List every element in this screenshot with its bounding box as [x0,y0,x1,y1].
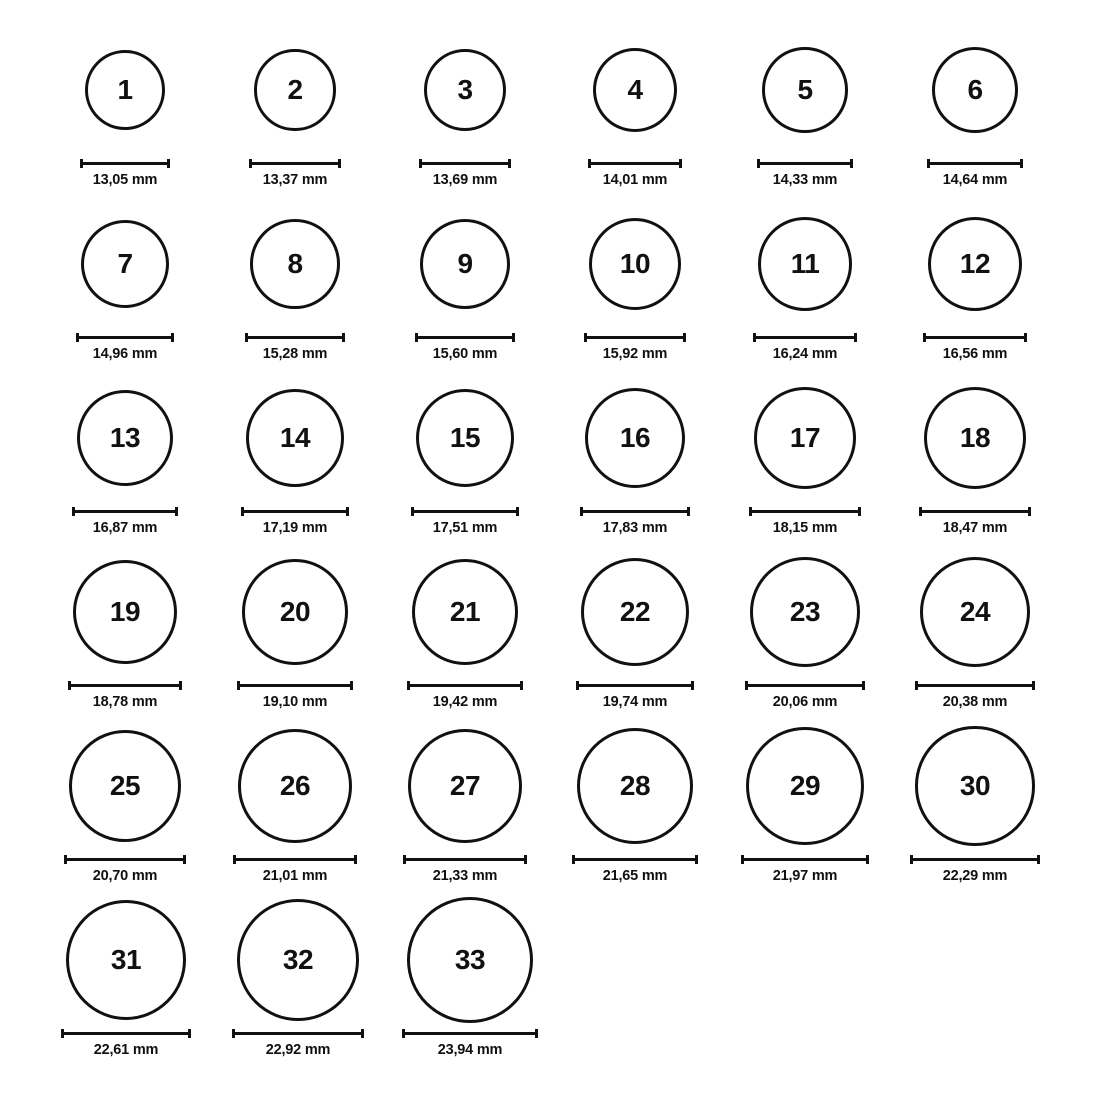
diameter-measure-bar-wrap [910,854,1039,864]
ring-size-row [40,14,1060,188]
diameter-measure-bar-wrap [927,158,1024,168]
diameter-label: 22,61 mm [93,1042,159,1058]
diameter-measure-bar [241,507,348,516]
diameter-measure-line [407,684,524,687]
ring-outline-circle [85,50,165,130]
diameter-measure-line [753,336,856,339]
diameter-measure-bar [233,855,357,864]
ring-outline-circle [581,558,689,666]
diameter-label: 18,15 mm [772,520,838,536]
diameter-label: 21,33 mm [432,868,498,884]
ring-outline-circle [77,390,173,486]
ring-outline-wrap [254,28,335,152]
ring-outline-wrap [577,724,693,848]
ring-outline-wrap [69,724,181,848]
diameter-label: 14,01 mm [602,172,668,188]
ring-size-number: 32 [282,944,314,975]
diameter-measure-bar [232,1029,364,1038]
ring-size-cell [40,188,210,362]
ring-size-number: 5 [797,74,813,105]
ring-outline-circle [915,726,1034,845]
diameter-measure-bar-wrap [232,1028,364,1038]
ring-outline-wrap [915,724,1034,848]
diameter-measure-bar-wrap [64,854,186,864]
ring-size-number: 18 [959,421,991,453]
diameter-measure-bar-wrap [923,332,1028,342]
ring-size-number: 29 [789,769,821,801]
ring-outline-wrap [928,202,1023,326]
diameter-label: 17,19 mm [262,520,328,536]
ring-size-cell [380,710,550,884]
diameter-measure-line [741,858,869,861]
ring-size-number: 16 [619,422,651,453]
diameter-measure-line [757,162,852,165]
diameter-measure-bar [915,681,1036,690]
diameter-measure-bar [741,855,869,864]
ring-size-cell [210,14,380,188]
diameter-label: 13,05 mm [92,172,158,188]
diameter-measure-bar-wrap [580,506,690,516]
ring-outline-circle [242,559,348,665]
ring-size-cell [720,362,890,536]
ring-outline-circle [416,389,515,488]
ring-size-number: 1 [117,74,133,105]
diameter-measure-line [576,684,694,687]
diameter-measure-bar [923,333,1028,342]
diameter-measure-bar [572,855,698,864]
diameter-label: 19,42 mm [432,694,498,710]
diameter-measure-bar [910,855,1039,864]
diameter-measure-bar-wrap [72,506,178,516]
diameter-measure-bar [584,333,686,342]
ring-size-cell [720,710,890,884]
ring-outline-circle [593,48,677,132]
diameter-measure-line [915,684,1036,687]
ring-size-number: 19 [109,595,141,627]
diameter-measure-bar-wrap [237,680,353,690]
ring-outline-circle [424,49,507,132]
diameter-measure-line [80,162,170,165]
diameter-measure-line [919,510,1032,513]
ring-size-cell [384,884,556,1058]
diameter-label: 16,56 mm [942,346,1008,362]
ring-size-cell [210,188,380,362]
diameter-measure-bar [403,855,528,864]
ring-outline-circle [585,388,685,488]
diameter-measure-line [76,336,174,339]
ring-size-cell [890,188,1060,362]
ring-outline-wrap [77,376,173,500]
diameter-measure-bar-wrap [753,332,856,342]
ring-size-number: 31 [110,944,142,975]
ring-size-cell [210,536,380,710]
ring-size-number: 6 [967,73,983,105]
ring-size-number: 30 [959,769,991,801]
ring-outline-circle [66,900,186,1020]
diameter-measure-bar-wrap [919,506,1032,516]
ring-outline-wrap [593,28,677,152]
ring-size-row [40,710,1060,884]
ring-size-number: 2 [287,74,303,105]
diameter-label: 15,60 mm [432,346,498,362]
diameter-measure-line [572,858,698,861]
ring-size-number: 7 [117,248,133,279]
ring-outline-wrap [416,376,515,500]
diameter-measure-line [249,162,340,165]
diameter-measure-bar-wrap [915,680,1036,690]
diameter-measure-bar [245,333,344,342]
ring-size-cell [720,14,890,188]
ring-size-row [40,188,1060,362]
ring-size-cell [550,14,720,188]
diameter-measure-line [241,510,348,513]
diameter-label: 20,70 mm [92,868,158,884]
ring-outline-wrap [85,28,165,152]
ring-size-cell [40,14,210,188]
diameter-label: 13,37 mm [262,172,328,188]
ring-size-cell [380,362,550,536]
diameter-measure-line [403,858,528,861]
diameter-measure-bar [72,507,178,516]
ring-size-cell [890,362,1060,536]
ring-size-number: 14 [279,421,311,453]
ring-size-cell [550,188,720,362]
diameter-label: 13,69 mm [432,172,498,188]
ring-outline-wrap [408,724,523,848]
diameter-measure-line [64,858,186,861]
diameter-measure-bar [80,159,170,168]
ring-size-cell [210,362,380,536]
diameter-label: 14,64 mm [942,172,1008,188]
ring-outline-circle [412,559,519,666]
ring-outline-wrap [746,724,864,848]
diameter-measure-bar-wrap [249,158,340,168]
diameter-measure-bar-wrap [76,332,174,342]
ring-size-cell [40,884,212,1058]
ring-size-number: 10 [619,247,651,279]
diameter-measure-bar-wrap [576,680,694,690]
diameter-measure-bar-wrap [572,854,698,864]
diameter-measure-bar-wrap [419,158,512,168]
diameter-measure-bar-wrap [757,158,852,168]
ring-size-cell [380,536,550,710]
ring-size-number: 9 [457,247,473,279]
diameter-measure-line [419,162,512,165]
ring-size-cell [380,14,550,188]
diameter-label: 17,83 mm [602,520,668,536]
ring-outline-wrap [589,202,681,326]
diameter-label: 18,47 mm [942,520,1008,536]
ring-size-row [40,536,1060,710]
diameter-measure-bar [415,333,516,342]
diameter-label: 22,92 mm [265,1042,331,1058]
ring-outline-circle [932,47,1019,134]
ring-size-number: 3 [457,73,473,105]
ring-outline-circle [237,899,359,1021]
ring-size-number: 8 [287,248,303,279]
ring-outline-circle [420,219,511,310]
ring-outline-wrap [754,376,856,500]
ring-size-number: 26 [279,769,311,801]
diameter-label: 20,06 mm [772,694,838,710]
ring-size-number: 25 [109,770,141,801]
ring-outline-circle [589,218,681,310]
ring-size-cell [40,362,210,536]
ring-size-number: 22 [619,596,651,627]
ring-size-cell [550,536,720,710]
ring-outline-circle [924,387,1027,490]
ring-outline-circle [408,729,523,844]
diameter-label: 16,87 mm [92,520,158,536]
ring-outline-wrap [250,202,339,326]
ring-size-number: 15 [449,421,481,453]
ring-size-number: 12 [959,248,991,279]
ring-outline-circle [758,217,851,310]
diameter-measure-bar-wrap [411,506,520,516]
diameter-measure-line [61,1032,191,1035]
diameter-measure-bar [757,159,852,168]
diameter-label: 19,74 mm [602,694,668,710]
ring-size-number: 27 [449,770,481,801]
ring-outline-wrap [81,202,169,326]
ring-outline-wrap [66,898,186,1022]
ring-outline-circle [254,49,335,130]
diameter-measure-bar [411,507,520,516]
diameter-measure-bar-wrap [61,1028,191,1038]
diameter-measure-line [233,858,357,861]
ring-size-cell [550,362,720,536]
diameter-measure-line [588,162,682,165]
ring-size-row [40,362,1060,536]
diameter-measure-line [927,162,1024,165]
ring-outline-circle [577,728,693,844]
diameter-measure-line [68,684,182,687]
diameter-measure-bar [419,159,512,168]
diameter-measure-line [745,684,865,687]
ring-size-number: 13 [109,422,141,453]
ring-outline-wrap [420,202,511,326]
diameter-label: 14,33 mm [772,172,838,188]
ring-outline-circle [754,387,856,489]
diameter-measure-bar-wrap [80,158,170,168]
diameter-label: 22,29 mm [942,868,1008,884]
ring-outline-wrap [585,376,685,500]
diameter-measure-bar-wrap [403,854,528,864]
ring-size-number: 21 [449,596,481,627]
diameter-measure-line [237,684,353,687]
ring-outline-wrap [932,28,1019,152]
ring-outline-circle [746,727,864,845]
diameter-measure-bar-wrap [245,332,344,342]
ring-size-number: 33 [454,944,486,975]
diameter-label: 23,94 mm [437,1042,503,1058]
diameter-measure-bar [64,855,186,864]
diameter-measure-line [245,336,344,339]
diameter-measure-bar-wrap [588,158,682,168]
ring-outline-wrap [581,550,689,674]
diameter-measure-bar [588,159,682,168]
ring-size-cell [40,710,210,884]
ring-size-cell [380,188,550,362]
ring-outline-wrap [924,376,1027,500]
ring-outline-wrap [73,550,177,674]
ring-outline-circle [81,220,169,308]
ring-outline-wrap [750,550,860,674]
diameter-measure-bar-wrap [415,332,516,342]
diameter-measure-bar-wrap [741,854,869,864]
ring-outline-circle [250,219,339,308]
diameter-measure-bar-wrap [407,680,524,690]
diameter-measure-line [402,1032,538,1035]
ring-outline-wrap [758,202,851,326]
diameter-measure-line [72,510,178,513]
ring-size-number: 23 [789,595,821,627]
diameter-measure-bar-wrap [241,506,348,516]
diameter-label: 16,24 mm [772,346,838,362]
diameter-measure-line [749,510,861,513]
ring-size-cell [40,536,210,710]
ring-outline-circle [246,389,343,486]
ring-outline-wrap [407,898,533,1022]
ring-size-cell [890,536,1060,710]
diameter-label: 21,65 mm [602,868,668,884]
diameter-measure-bar-wrap [402,1028,538,1038]
ring-outline-wrap [242,550,348,674]
ring-outline-circle [73,560,177,664]
ring-size-cell [890,710,1060,884]
ring-outline-wrap [412,550,519,674]
diameter-measure-bar [237,681,353,690]
diameter-label: 15,28 mm [262,346,328,362]
diameter-measure-bar [576,681,694,690]
diameter-measure-line [232,1032,364,1035]
diameter-measure-bar [927,159,1024,168]
ring-size-cell [720,188,890,362]
ring-outline-wrap [246,376,343,500]
diameter-label: 21,01 mm [262,868,328,884]
diameter-measure-line [923,336,1028,339]
ring-size-number: 17 [789,422,821,453]
diameter-label: 20,38 mm [942,694,1008,710]
ring-outline-circle [920,557,1031,668]
ring-outline-circle [762,47,847,132]
diameter-measure-line [411,510,520,513]
diameter-label: 14,96 mm [92,346,158,362]
diameter-measure-bar [753,333,856,342]
ring-size-cell [212,884,384,1058]
diameter-measure-bar [61,1029,191,1038]
ring-size-cell [890,14,1060,188]
ring-size-cell [550,710,720,884]
diameter-measure-bar-wrap [745,680,865,690]
diameter-measure-bar [919,507,1032,516]
ring-outline-wrap [238,724,352,848]
diameter-measure-bar [68,681,182,690]
diameter-measure-bar [749,507,861,516]
ring-size-cell [210,710,380,884]
ring-size-number: 28 [619,770,651,801]
ring-size-number: 4 [627,73,643,105]
ring-outline-wrap [920,550,1031,674]
ring-outline-circle [750,557,860,667]
diameter-measure-bar [402,1029,538,1038]
ring-size-cell [720,536,890,710]
ring-outline-circle [928,217,1023,312]
ring-outline-wrap [762,28,847,152]
diameter-measure-bar [76,333,174,342]
diameter-label: 21,97 mm [772,868,838,884]
ring-outline-circle [407,897,533,1023]
diameter-measure-line [910,858,1039,861]
diameter-label: 17,51 mm [432,520,498,536]
diameter-measure-bar-wrap [233,854,357,864]
diameter-measure-bar-wrap [584,332,686,342]
diameter-label: 19,10 mm [262,694,328,710]
diameter-label: 18,78 mm [92,694,158,710]
ring-outline-wrap [424,28,507,152]
ring-outline-wrap [237,898,359,1022]
diameter-measure-line [584,336,686,339]
diameter-measure-bar [249,159,340,168]
diameter-measure-line [415,336,516,339]
diameter-measure-bar-wrap [749,506,861,516]
ring-size-row [40,884,1060,1058]
ring-size-number: 24 [959,595,991,627]
ring-size-number: 20 [279,595,311,627]
diameter-label: 15,92 mm [602,346,668,362]
diameter-measure-bar [745,681,865,690]
diameter-measure-bar [580,507,690,516]
diameter-measure-line [580,510,690,513]
ring-outline-circle [238,729,352,843]
ring-size-number: 11 [790,248,820,279]
diameter-measure-bar-wrap [68,680,182,690]
diameter-measure-bar [407,681,524,690]
ring-outline-circle [69,730,181,842]
